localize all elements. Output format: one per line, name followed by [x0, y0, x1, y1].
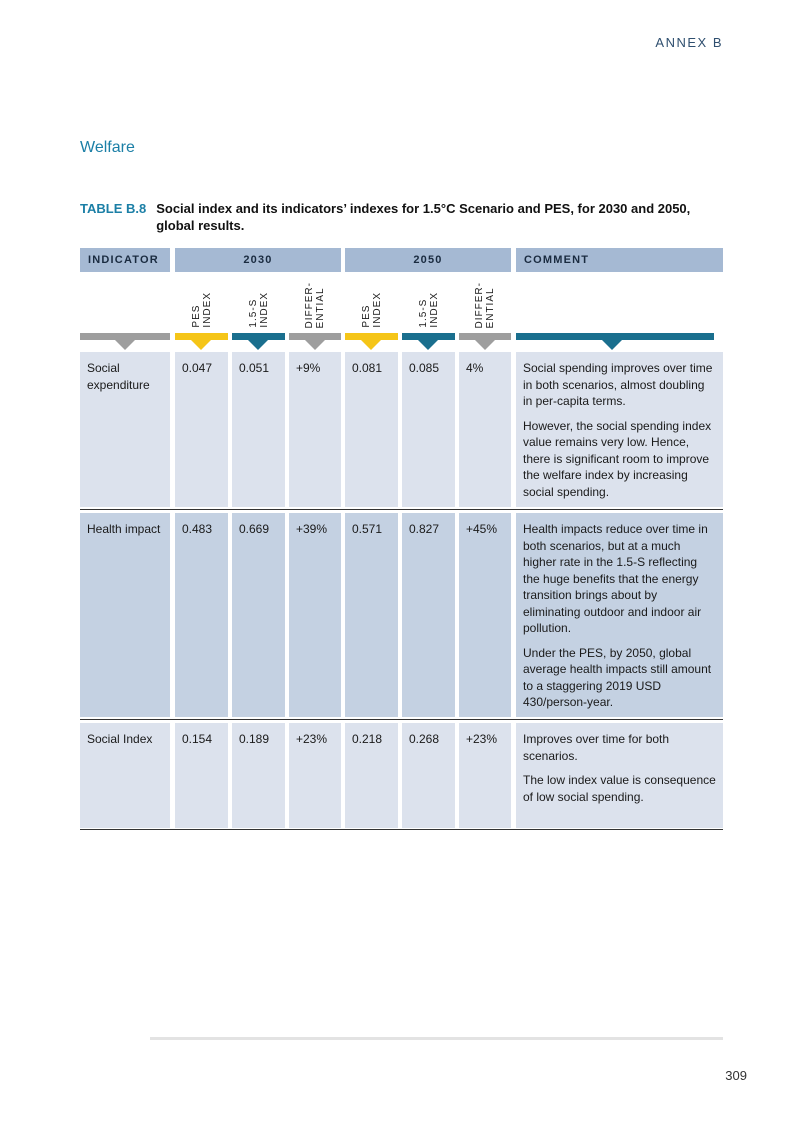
row-divider: [80, 719, 723, 720]
row-health-impact-indicator: Health impact: [80, 513, 170, 717]
row-social-index-15s-2050: 0.268: [402, 723, 455, 828]
subheader-15s-2030: 1.5-S INDEX: [247, 292, 270, 328]
row-health-impact-comment: [516, 513, 723, 717]
row-social-expenditure-15s-2030: 0.051: [232, 352, 285, 507]
header-comment: COMMENT: [516, 248, 723, 272]
row-social-index-pes-2030: 0.154: [175, 723, 228, 828]
comment-paragraph: However, the social spending index value remains very low. Hence, there is significant room to improve the welfare index by increasing social spending.: [523, 418, 712, 499]
comment-arrow-icon: [602, 340, 622, 350]
indicator-bar: [80, 333, 170, 340]
subheader-diff-2050: DIFFER- ENTIAL: [474, 281, 496, 328]
indicator-arrow-icon: [115, 340, 135, 350]
row-social-expenditure-diff-2050: 4%: [459, 352, 511, 507]
s15-2030-bar: [232, 333, 285, 340]
row-social-index-pes-2050: 0.218: [345, 723, 398, 828]
row-social-index-indicator: Social Index: [80, 723, 170, 828]
s15-2030-arrow-icon: [248, 340, 268, 350]
row-social-expenditure-indicator: Social expenditure: [80, 352, 170, 507]
header-2030: 2030: [175, 248, 341, 272]
row-health-impact-pes-2050: 0.571: [345, 513, 398, 717]
row-social-expenditure-pes-2030: 0.047: [175, 352, 228, 507]
diff-2050-arrow-icon: [475, 340, 495, 350]
diff-2030-arrow-icon: [305, 340, 325, 350]
s15-2050-arrow-icon: [418, 340, 438, 350]
row-health-impact-diff-2050: +45%: [459, 513, 511, 717]
diff-2050-bar: [459, 333, 511, 340]
subheader-pes-2030: PES INDEX: [190, 292, 213, 328]
section-title: Welfare: [80, 139, 135, 156]
comment-paragraph: Health impacts reduce over time in both scenarios, but at a much higher rate in the 1.5-S reflecting the huge benefits that the energy transition brings about by eliminating outdoor and indoor air pollution.: [523, 522, 708, 635]
comment-paragraph: Under the PES, by 2050, global average health impacts still amount to a staggering 2019 USD 430/person-year.: [523, 645, 712, 709]
table-title: Social index and its indicators’ indexes for 1.5°C Scenario and PES, for 2030 and 2050, global results.: [156, 201, 691, 233]
comment-bar: [516, 333, 714, 340]
subheader-pes-2050: PES INDEX: [360, 292, 383, 328]
page-number: 309: [725, 1068, 747, 1083]
row-social-index-comment: [516, 723, 723, 828]
s15-2050-bar: [402, 333, 455, 340]
row-health-impact-diff-2030: +39%: [289, 513, 341, 717]
row-social-expenditure-pes-2050: 0.081: [345, 352, 398, 507]
table-caption: [80, 200, 700, 234]
row-health-impact-pes-2030: 0.483: [175, 513, 228, 717]
row-health-impact-15s-2030: 0.669: [232, 513, 285, 717]
subheader-15s-2050: 1.5-S INDEX: [417, 292, 440, 328]
comment-paragraph: The low index value is consequence of low social spending.: [523, 773, 716, 804]
subheader-diff-2030: DIFFER- ENTIAL: [304, 281, 326, 328]
table-label: TABLE B.8: [80, 201, 147, 216]
pes-2050-arrow-icon: [361, 340, 381, 350]
annex-label: ANNEX B: [655, 35, 723, 50]
pes-2030-arrow-icon: [191, 340, 211, 350]
header-indicator: INDICATOR: [80, 248, 170, 272]
row-social-expenditure-comment: [516, 352, 723, 507]
comment-paragraph: Improves over time for both scenarios.: [523, 732, 670, 763]
pes-2030-bar: [175, 333, 228, 340]
row-social-index-diff-2030: +23%: [289, 723, 341, 828]
comment-paragraph: Social spending improves over time in both scenarios, almost doubling in per-capita terms.: [523, 361, 713, 408]
row-social-index-diff-2050: +23%: [459, 723, 511, 828]
row-divider: [80, 509, 723, 510]
footer-rule: [150, 1037, 723, 1040]
diff-2030-bar: [289, 333, 341, 340]
pes-2050-bar: [345, 333, 398, 340]
row-social-expenditure-diff-2030: +9%: [289, 352, 341, 507]
table-bottom-rule: [80, 829, 723, 830]
row-social-expenditure-15s-2050: 0.085: [402, 352, 455, 507]
row-social-index-15s-2030: 0.189: [232, 723, 285, 828]
row-health-impact-15s-2050: 0.827: [402, 513, 455, 717]
header-2050: 2050: [345, 248, 511, 272]
